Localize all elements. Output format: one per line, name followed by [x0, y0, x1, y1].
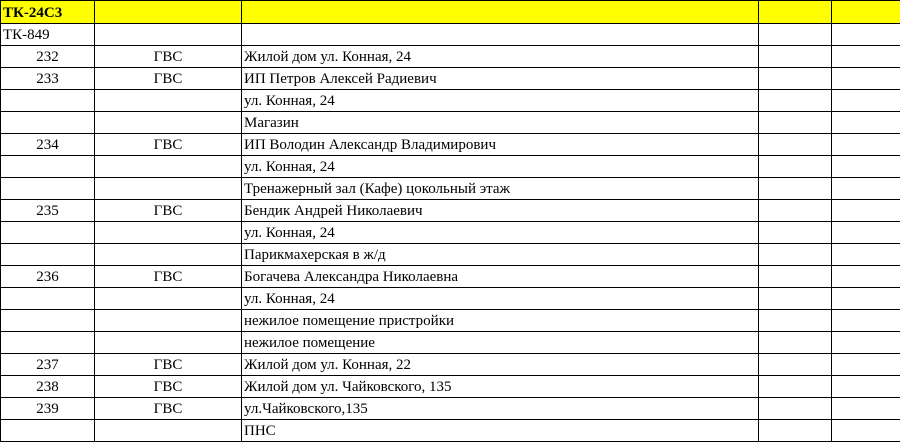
empty-cell[interactable] [832, 332, 900, 354]
header-title-cell[interactable]: ТК-24С3 [1, 1, 95, 24]
empty-cell[interactable] [832, 156, 900, 178]
table-row [1, 156, 900, 178]
empty-cell[interactable] [759, 134, 832, 156]
empty-cell[interactable] [832, 354, 900, 376]
empty-cell[interactable] [832, 134, 900, 156]
empty-cell[interactable] [759, 200, 832, 222]
empty-cell[interactable] [832, 288, 900, 310]
header-empty-cell[interactable] [832, 1, 900, 24]
empty-cell[interactable] [759, 178, 832, 200]
row-type-cell[interactable]: ГВС [95, 134, 242, 156]
table-row [1, 310, 900, 332]
row-type-cell[interactable] [95, 222, 242, 244]
row-number-cell[interactable]: 238 [1, 376, 95, 398]
row-type-cell[interactable] [95, 420, 242, 442]
row-description-cell[interactable]: ИП Володин Александр Владимирович [242, 134, 759, 156]
empty-cell[interactable] [759, 24, 832, 46]
empty-cell[interactable] [759, 266, 832, 288]
empty-cell[interactable] [759, 376, 832, 398]
row-description-cell[interactable]: Богачева Александра Николаевна [242, 266, 759, 288]
row-number-cell[interactable]: 237 [1, 354, 95, 376]
row-number-cell[interactable] [1, 90, 95, 112]
row-number-cell[interactable] [1, 178, 95, 200]
row-description-cell[interactable]: нежилое помещение пристройки [242, 310, 759, 332]
row-type-cell[interactable] [95, 178, 242, 200]
row-type-cell[interactable]: ГВС [95, 68, 242, 90]
empty-cell[interactable] [759, 288, 832, 310]
empty-cell[interactable] [759, 112, 832, 134]
row-description-cell[interactable]: Магазин [242, 112, 759, 134]
empty-cell[interactable] [832, 178, 900, 200]
table-row [1, 398, 900, 420]
table-row [1, 288, 900, 310]
empty-cell[interactable] [95, 24, 242, 46]
empty-cell[interactable] [832, 112, 900, 134]
empty-cell[interactable] [759, 90, 832, 112]
row-type-cell[interactable] [95, 332, 242, 354]
empty-cell[interactable] [832, 222, 900, 244]
row-description-cell[interactable]: ул. Конная, 24 [242, 222, 759, 244]
empty-cell[interactable] [832, 24, 900, 46]
row-number-cell[interactable] [1, 288, 95, 310]
empty-cell[interactable] [832, 420, 900, 442]
row-type-cell[interactable]: ГВС [95, 46, 242, 68]
row-description-cell[interactable]: ПНС [242, 420, 759, 442]
empty-cell[interactable] [832, 376, 900, 398]
empty-cell[interactable] [242, 24, 759, 46]
table-row [1, 178, 900, 200]
row-type-cell[interactable]: ГВС [95, 354, 242, 376]
empty-cell[interactable] [832, 200, 900, 222]
row-description-cell[interactable]: Парикмахерская в ж/д [242, 244, 759, 266]
row-number-cell[interactable]: 235 [1, 200, 95, 222]
table-row [1, 376, 900, 398]
table-row [1, 46, 900, 68]
empty-cell[interactable] [759, 156, 832, 178]
row-description-cell[interactable]: ул. Конная, 24 [242, 156, 759, 178]
table-row [1, 354, 900, 376]
row-number-cell[interactable]: 233 [1, 68, 95, 90]
header-row [1, 1, 900, 24]
row-description-cell[interactable]: нежилое помещение [242, 332, 759, 354]
row-type-cell[interactable]: ГВС [95, 376, 242, 398]
row-type-cell[interactable]: ГВС [95, 398, 242, 420]
section-code-cell[interactable]: ТК-849 [1, 24, 95, 46]
empty-cell[interactable] [759, 244, 832, 266]
table-row [1, 90, 900, 112]
empty-cell[interactable] [759, 354, 832, 376]
row-description-cell[interactable]: ул. Конная, 24 [242, 90, 759, 112]
row-description-cell[interactable]: Бендик Андрей Николаевич [242, 200, 759, 222]
table-row [1, 68, 900, 90]
table-row [1, 266, 900, 288]
row-number-cell[interactable] [1, 310, 95, 332]
row-type-cell[interactable] [95, 310, 242, 332]
empty-cell[interactable] [832, 310, 900, 332]
section-row [1, 24, 900, 46]
row-number-cell[interactable] [1, 222, 95, 244]
empty-cell[interactable] [759, 420, 832, 442]
header-empty-cell[interactable] [242, 1, 759, 24]
row-number-cell[interactable] [1, 420, 95, 442]
empty-cell[interactable] [832, 398, 900, 420]
row-number-cell[interactable] [1, 332, 95, 354]
table-row [1, 244, 900, 266]
row-description-cell[interactable]: Тренажерный зал (Кафе) цокольный этаж [242, 178, 759, 200]
row-type-cell[interactable]: ГВС [95, 266, 242, 288]
empty-cell[interactable] [832, 68, 900, 90]
table-row [1, 222, 900, 244]
empty-cell[interactable] [759, 46, 832, 68]
row-type-cell[interactable] [95, 112, 242, 134]
empty-cell[interactable] [759, 68, 832, 90]
empty-cell[interactable] [832, 46, 900, 68]
empty-cell[interactable] [832, 266, 900, 288]
row-type-cell[interactable] [95, 288, 242, 310]
row-number-cell[interactable]: 234 [1, 134, 95, 156]
row-description-cell[interactable]: ул.Чайковского,135 [242, 398, 759, 420]
header-empty-cell[interactable] [95, 1, 242, 24]
table-row [1, 332, 900, 354]
table-row [1, 420, 900, 442]
table-row [1, 200, 900, 222]
row-number-cell[interactable] [1, 244, 95, 266]
row-description-cell[interactable]: Жилой дом ул. Конная, 24 [242, 46, 759, 68]
empty-cell[interactable] [759, 332, 832, 354]
row-description-cell[interactable]: ИП Петров Алексей Радиевич [242, 68, 759, 90]
row-number-cell[interactable]: 232 [1, 46, 95, 68]
empty-cell[interactable] [759, 310, 832, 332]
row-number-cell[interactable]: 239 [1, 398, 95, 420]
row-type-cell[interactable] [95, 90, 242, 112]
row-description-cell[interactable]: Жилой дом ул. Чайковского, 135 [242, 376, 759, 398]
header-empty-cell[interactable] [759, 1, 832, 24]
empty-cell[interactable] [759, 398, 832, 420]
row-type-cell[interactable] [95, 156, 242, 178]
row-number-cell[interactable] [1, 112, 95, 134]
row-type-cell[interactable] [95, 244, 242, 266]
row-type-cell[interactable]: ГВС [95, 200, 242, 222]
row-number-cell[interactable] [1, 156, 95, 178]
row-description-cell[interactable]: Жилой дом ул. Конная, 22 [242, 354, 759, 376]
table-row [1, 134, 900, 156]
row-description-cell[interactable]: ул. Конная, 24 [242, 288, 759, 310]
table-row [1, 112, 900, 134]
row-number-cell[interactable]: 236 [1, 266, 95, 288]
empty-cell[interactable] [832, 244, 900, 266]
empty-cell[interactable] [759, 222, 832, 244]
empty-cell[interactable] [832, 90, 900, 112]
